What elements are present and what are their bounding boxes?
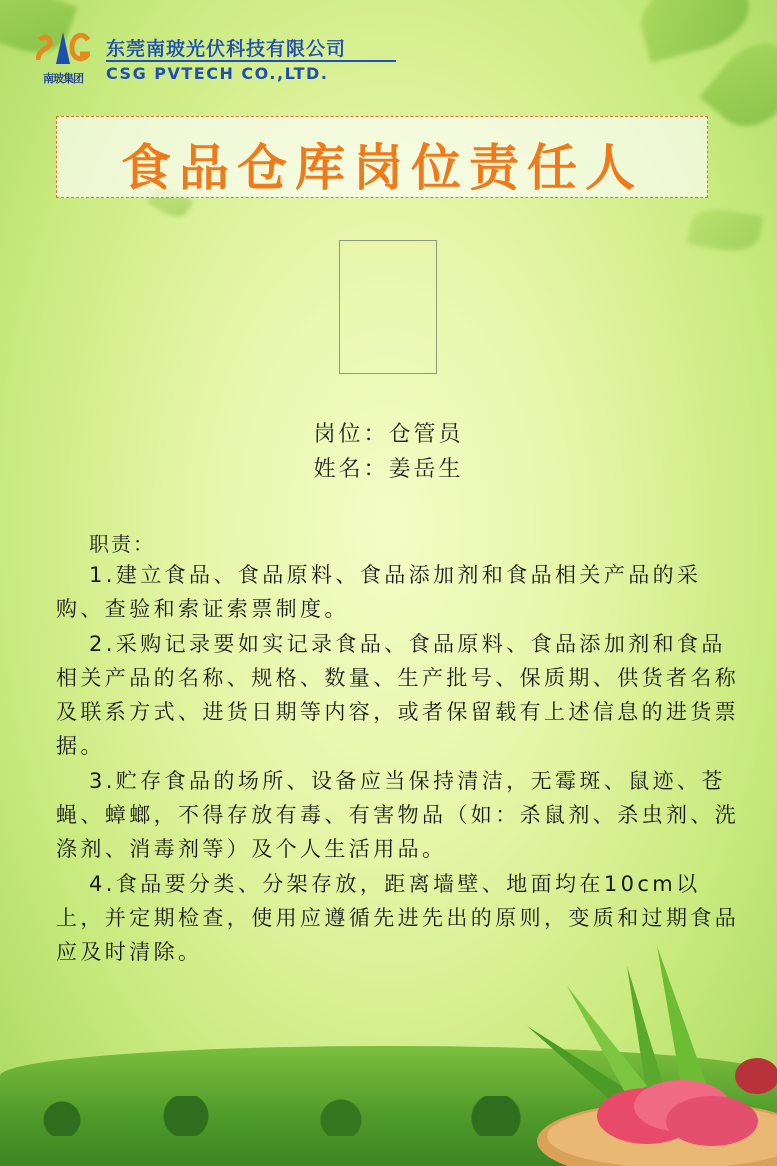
duty-item: 2.采购记录要如实记录食品、食品原料、食品添加剂和食品相关产品的名称、规格、数量、生产批号、保质期、供货者名称及联系方式、进货日期等内容，或者保留载有上述信息的进货票据。 [56,631,740,759]
logo-mark-icon [36,30,90,66]
duties-list [56,558,746,970]
header-divider [106,60,396,62]
photo-placeholder [339,240,437,374]
logo-text: 南玻集团 [43,72,83,85]
duty-item: 1.建立食品、食品原料、食品添加剂和食品相关产品的采购、查验和索证索票制度。 [56,563,702,622]
sashimi-plate-icon [507,946,777,1166]
company-name-cn: 东莞南玻光伏科技有限公司 [106,38,347,60]
duties-heading: 职责： [89,532,155,556]
leaf-decoration [687,204,763,256]
position-line: 岗位：仓管员 [313,422,464,447]
company-name-en: CSG PVTECH CO.,LTD. [106,64,329,83]
duty-item: 4.食品要分类、分架存放，距离墙壁、地面均在10cm以上，并定期检查，使用应遵循先进先出的原则，变质和过期食品应及时清除。 [56,871,740,965]
name-line: 姓名：姜岳生 [313,457,464,482]
company-logo [34,30,92,86]
company-header [34,30,394,90]
page-title: 食品仓库岗位责任人 [121,139,643,197]
duty-item: 3.贮存食品的场所、设备应当保持清洁，无霉斑、鼠迹、苍蝇、蟑螂，不得存放有毒、有害物品（如：杀鼠剂、杀虫剂、洗涤剂、消毒剂等）及个人生活用品。 [56,768,740,862]
title-box [56,116,708,198]
